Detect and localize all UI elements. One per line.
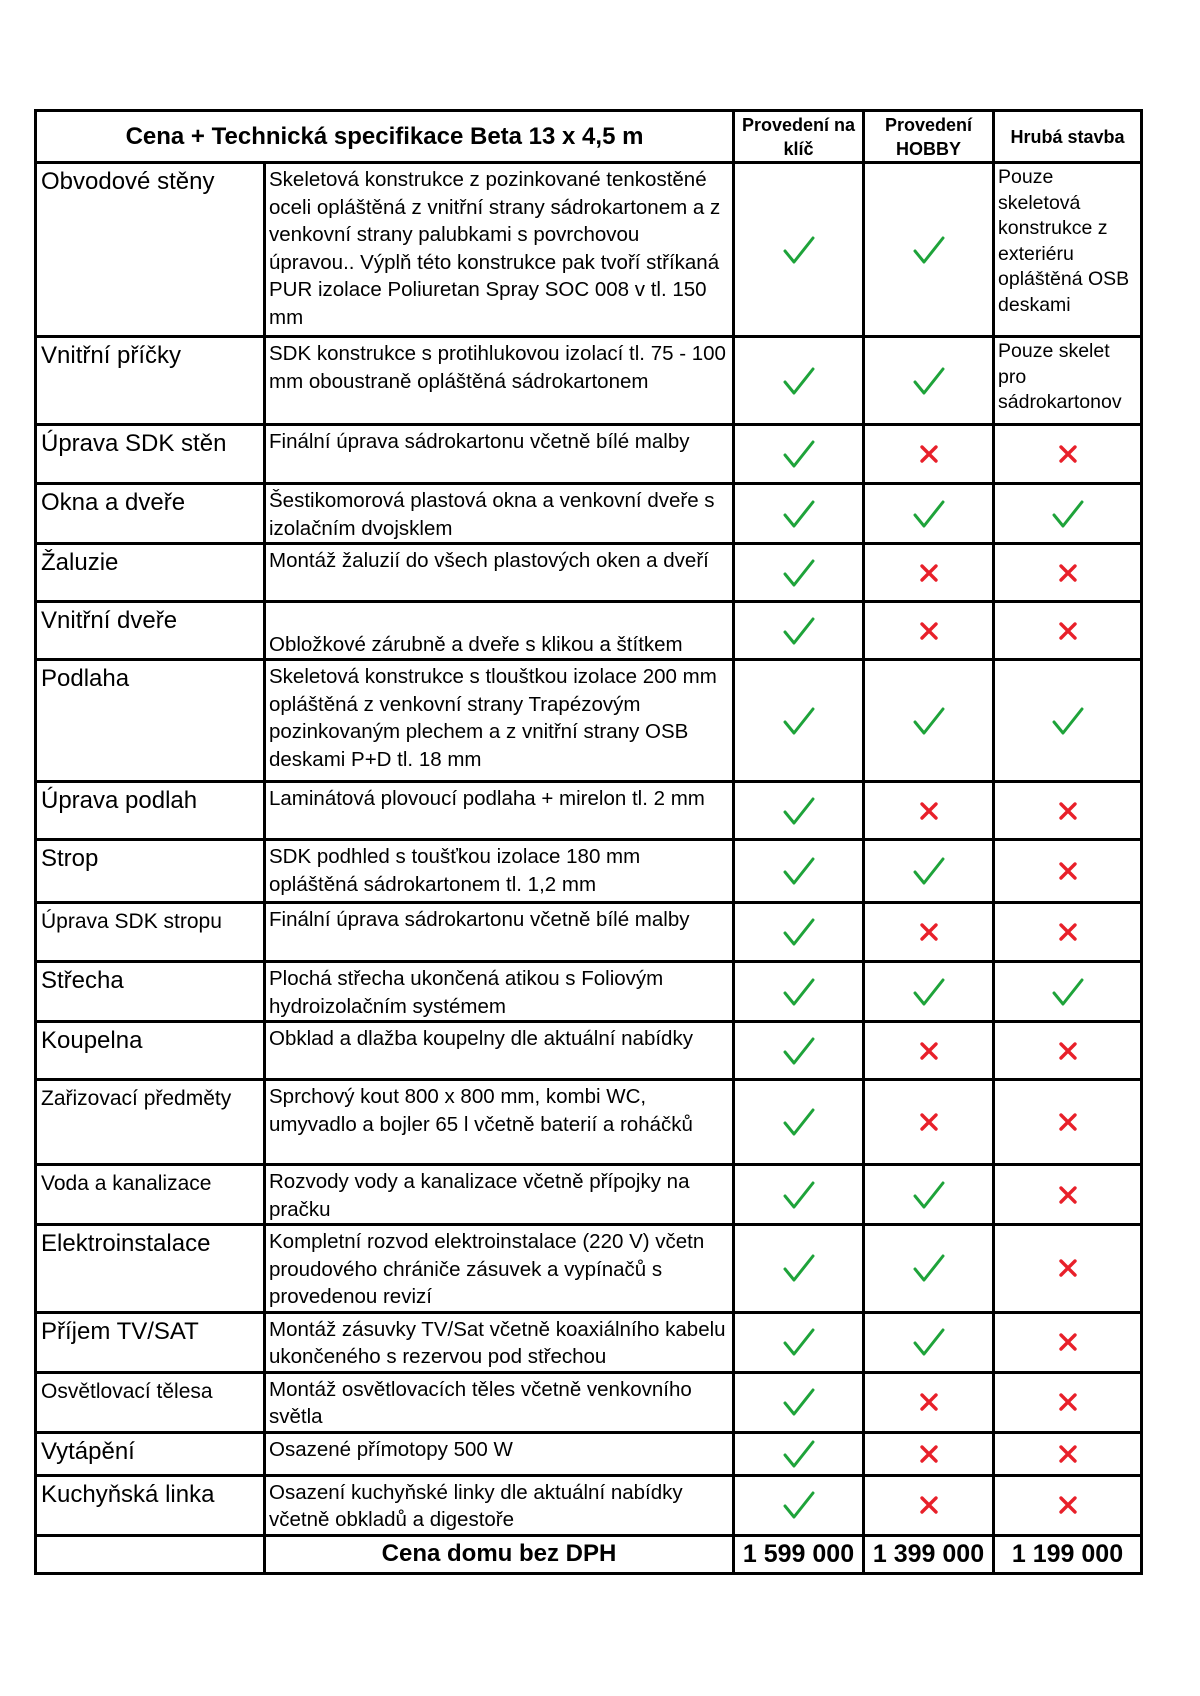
row-name: Úprava SDK stropu	[36, 903, 265, 962]
check-icon	[1051, 499, 1085, 529]
row-name: Zařizovací předměty	[36, 1080, 265, 1165]
mark-cell	[864, 1165, 994, 1225]
cross-icon	[1058, 1041, 1078, 1061]
row-description: Osazení kuchyňské linky dle aktuální nabídky včetně obkladů a digestoře	[265, 1475, 734, 1535]
mark-cell	[734, 660, 864, 782]
mark-cell	[994, 544, 1142, 602]
check-icon	[782, 1180, 816, 1210]
row-name: Osvětlovací tělesa	[36, 1372, 265, 1432]
cross-icon	[919, 621, 939, 641]
table-title: Cena + Technická specifikace Beta 13 x 4,5 m	[36, 111, 734, 163]
mark-cell	[994, 1022, 1142, 1080]
mark-cell	[864, 163, 994, 337]
cross-icon	[1058, 563, 1078, 583]
cross-icon	[1058, 444, 1078, 464]
cross-icon	[1058, 1185, 1078, 1205]
row-description: Plochá střecha ukončená atikou s Foliovým hydroizolačním systémem	[265, 962, 734, 1022]
row-name: Příjem TV/SAT	[36, 1312, 265, 1372]
cross-icon	[919, 444, 939, 464]
mark-cell	[864, 1080, 994, 1165]
check-icon	[912, 366, 946, 396]
row-description: Montáž zásuvky TV/Sat včetně koaxiálního kabelu ukončeného s rezervou pod střechou	[265, 1312, 734, 1372]
row-name: Elektroinstalace	[36, 1225, 265, 1313]
mark-cell	[734, 163, 864, 337]
mark-cell	[994, 660, 1142, 782]
table-row	[36, 1475, 1142, 1535]
check-icon	[782, 366, 816, 396]
mark-cell	[994, 1080, 1142, 1165]
header-row	[36, 111, 1142, 163]
check-icon	[782, 1107, 816, 1137]
check-icon	[782, 235, 816, 265]
table-row	[36, 1022, 1142, 1080]
check-icon	[782, 1253, 816, 1283]
mark-cell	[994, 1312, 1142, 1372]
mark-cell	[994, 1225, 1142, 1313]
row-description: Obklad a dlažba koupelny dle aktuální nabídky	[265, 1022, 734, 1080]
price-hobby: 1 399 000	[864, 1535, 994, 1573]
table-row	[36, 962, 1142, 1022]
mark-cell	[734, 1165, 864, 1225]
price-na-klic: 1 599 000	[734, 1535, 864, 1573]
mark-cell	[734, 1312, 864, 1372]
row-description: Laminátová plovoucí podlaha + mirelon tl. 2 mm	[265, 782, 734, 840]
table-row	[36, 1225, 1142, 1313]
row-description: Šestikomorová plastová okna a venkovní dveře s izolačním dvojsklem	[265, 484, 734, 544]
mark-cell	[734, 1022, 864, 1080]
check-icon	[782, 499, 816, 529]
row-description: Finální úprava sádrokartonu včetně bílé malby	[265, 903, 734, 962]
mark-cell	[864, 782, 994, 840]
table-row	[36, 163, 1142, 337]
row-name: Vnitřní dveře	[36, 602, 265, 660]
mark-cell	[994, 425, 1142, 484]
check-icon	[782, 439, 816, 469]
check-icon	[1051, 706, 1085, 736]
mark-cell	[734, 602, 864, 660]
cross-icon	[919, 1392, 939, 1412]
cross-icon	[1058, 621, 1078, 641]
mark-cell	[864, 602, 994, 660]
mark-cell	[864, 425, 994, 484]
mark-cell	[864, 544, 994, 602]
cross-icon	[919, 922, 939, 942]
mark-cell	[864, 903, 994, 962]
mark-cell	[864, 840, 994, 903]
check-icon	[912, 706, 946, 736]
cross-icon	[1058, 1444, 1078, 1464]
table-row	[36, 337, 1142, 425]
col-header-hruba-stavba: Hrubá stavba	[994, 111, 1142, 163]
mark-cell	[994, 602, 1142, 660]
cross-icon	[919, 1444, 939, 1464]
check-icon	[782, 856, 816, 886]
check-icon	[912, 1180, 946, 1210]
mark-cell	[864, 337, 994, 425]
mark-cell	[864, 962, 994, 1022]
row-name: Úprava SDK stěn	[36, 425, 265, 484]
row-description: Montáž žaluzií do všech plastových oken a dveří	[265, 544, 734, 602]
mark-cell	[734, 962, 864, 1022]
mark-cell	[864, 1372, 994, 1432]
row-name: Okna a dveře	[36, 484, 265, 544]
mark-cell	[734, 782, 864, 840]
check-icon	[1051, 977, 1085, 1007]
mark-cell	[994, 1372, 1142, 1432]
check-icon	[782, 1439, 816, 1469]
row-note: Pouze skelet pro sádrokartonov	[998, 340, 1122, 413]
cross-icon	[919, 1041, 939, 1061]
cross-icon	[1058, 922, 1078, 942]
row-description: Montáž osvětlovacích těles včetně venkovního světla	[265, 1372, 734, 1432]
row-name: Koupelna	[36, 1022, 265, 1080]
mark-cell	[994, 840, 1142, 903]
row-description: Finální úprava sádrokartonu včetně bílé malby	[265, 425, 734, 484]
mark-cell	[994, 903, 1142, 962]
cross-icon	[1058, 1392, 1078, 1412]
cross-icon	[1058, 861, 1078, 881]
cross-icon	[919, 563, 939, 583]
check-icon	[782, 706, 816, 736]
spec-table	[34, 109, 1143, 1575]
mark-cell	[994, 1165, 1142, 1225]
mark-cell	[734, 1475, 864, 1535]
mark-cell	[734, 484, 864, 544]
table-row	[36, 484, 1142, 544]
row-name: Žaluzie	[36, 544, 265, 602]
row-description: SDK podhled s toušťkou izolace 180 mm opláštěná sádrokartonem tl. 1,2 mm	[265, 840, 734, 903]
row-name: Kuchyňská linka	[36, 1475, 265, 1535]
row-description: Kompletní rozvod elektroinstalace (220 V) včetn proudového chrániče zásuvek a vypínačů s provedenou revizí	[265, 1225, 734, 1313]
cross-icon	[919, 1112, 939, 1132]
mark-cell	[734, 544, 864, 602]
table-row	[36, 840, 1142, 903]
mark-cell	[734, 1372, 864, 1432]
table-row	[36, 425, 1142, 484]
check-icon	[782, 1387, 816, 1417]
mark-cell	[734, 1225, 864, 1313]
table-row	[36, 1312, 1142, 1372]
check-icon	[782, 796, 816, 826]
row-description: Skeletová konstrukce s tlouštkou izolace 200 mm opláštěná z venkovní strany Trapézovým pozinkovaným plechem a z vnitřní strany OSB deskami P+D tl. 18 mm	[265, 660, 734, 782]
check-icon	[912, 856, 946, 886]
mark-cell	[864, 1475, 994, 1535]
mark-cell	[864, 660, 994, 782]
total-empty-cell	[36, 1535, 265, 1573]
mark-cell	[734, 1080, 864, 1165]
row-name: Podlaha	[36, 660, 265, 782]
check-icon	[912, 499, 946, 529]
row-name: Strop	[36, 840, 265, 903]
table-row	[36, 660, 1142, 782]
row-description: Sprchový kout 800 x 800 mm, kombi WC, umyvadlo a bojler 65 l včetně baterií a roháčků	[265, 1080, 734, 1165]
check-icon	[912, 977, 946, 1007]
table-row	[36, 1165, 1142, 1225]
total-label: Cena domu bez DPH	[265, 1535, 734, 1573]
col-header-hobby: Provedení HOBBY	[864, 111, 994, 163]
row-description: SDK konstrukce s protihlukovou izolací tl. 75 - 100 mm oboustraně opláštěná sádrokartonem	[265, 337, 734, 425]
cross-icon	[919, 801, 939, 821]
mark-cell	[994, 1475, 1142, 1535]
mark-cell	[734, 425, 864, 484]
row-description: Osazené přímotopy 500 W	[265, 1432, 734, 1475]
mark-cell	[994, 484, 1142, 544]
row-description: Skeletová konstrukce z pozinkované tenkostěné oceli opláštěná z vnitřní strany sádrokartonem a z venkovní strany palubkami s povrchovou úpravou.. Výplň této konstrukce pak tvoří stříkaná PUR izolace Poliuretan Spray SOC 008 v tl. 150 mm	[265, 163, 734, 337]
check-icon	[912, 1327, 946, 1357]
check-icon	[782, 1490, 816, 1520]
cross-icon	[1058, 1332, 1078, 1352]
price-hruba-stavba: 1 199 000	[994, 1535, 1142, 1573]
table-row	[36, 544, 1142, 602]
cross-icon	[1058, 1495, 1078, 1515]
mark-cell	[734, 1432, 864, 1475]
mark-cell	[734, 903, 864, 962]
mark-cell	[734, 337, 864, 425]
mark-cell	[994, 1432, 1142, 1475]
cross-icon	[1058, 801, 1078, 821]
cross-icon	[919, 1495, 939, 1515]
check-icon	[782, 977, 816, 1007]
cross-icon	[1058, 1112, 1078, 1132]
row-name: Voda a kanalizace	[36, 1165, 265, 1225]
check-icon	[782, 1036, 816, 1066]
col-header-na-klic: Provedení na klíč	[734, 111, 864, 163]
row-name: Vytápění	[36, 1432, 265, 1475]
row-description: Obložkové zárubně a dveře s klikou a štítkem	[265, 602, 734, 660]
mark-cell	[864, 1312, 994, 1372]
row-name: Obvodové stěny	[36, 163, 265, 337]
table-row	[36, 1432, 1142, 1475]
row-name: Vnitřní příčky	[36, 337, 265, 425]
table-row	[36, 782, 1142, 840]
check-icon	[912, 1253, 946, 1283]
table-row	[36, 903, 1142, 962]
row-note: Pouze skeletová konstrukce z exteriéru opláštěná OSB deskami	[994, 163, 1142, 337]
mark-cell	[864, 484, 994, 544]
mark-cell	[864, 1225, 994, 1313]
total-row	[36, 1535, 1142, 1573]
check-icon	[782, 558, 816, 588]
check-icon	[782, 1327, 816, 1357]
mark-cell	[864, 1432, 994, 1475]
mark-cell	[864, 1022, 994, 1080]
table-row	[36, 602, 1142, 660]
check-icon	[782, 917, 816, 947]
check-icon	[782, 616, 816, 646]
table-row	[36, 1080, 1142, 1165]
table-row	[36, 1372, 1142, 1432]
cross-icon	[1058, 1258, 1078, 1278]
mark-cell	[994, 962, 1142, 1022]
mark-cell	[994, 782, 1142, 840]
mark-cell	[734, 840, 864, 903]
check-icon	[912, 235, 946, 265]
row-name: Střecha	[36, 962, 265, 1022]
row-description: Rozvody vody a kanalizace včetně přípojky na pračku	[265, 1165, 734, 1225]
row-name: Úprava podlah	[36, 782, 265, 840]
